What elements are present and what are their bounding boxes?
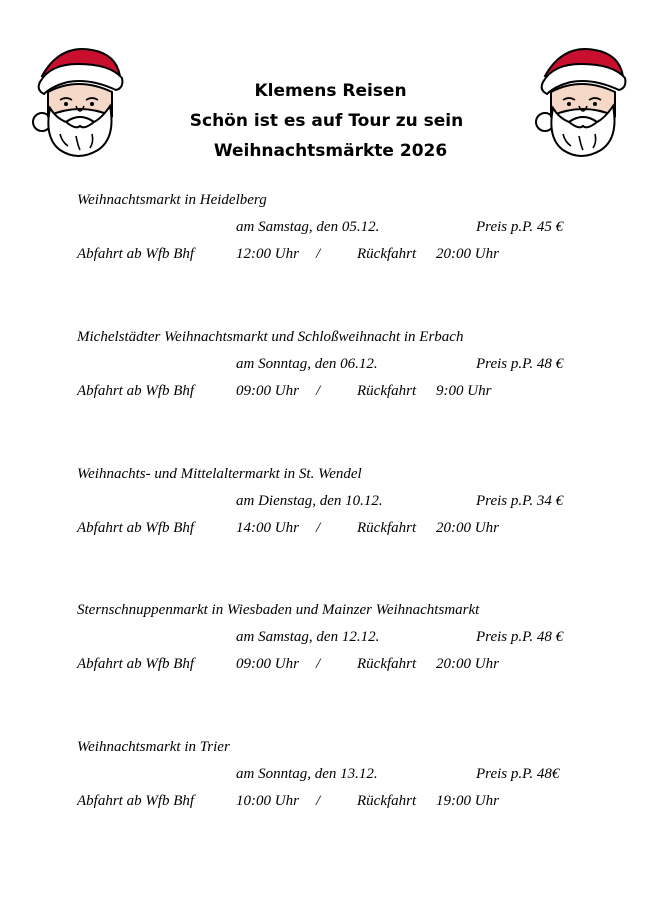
return-label: Rückfahrt bbox=[357, 520, 417, 536]
slogan: Schön ist es auf Tour zu sein bbox=[189, 111, 464, 131]
trip-entry bbox=[0, 466, 661, 546]
trip-price: Preis p.P. 48€ bbox=[476, 766, 560, 782]
departure-time: 12:00 Uhr bbox=[236, 246, 299, 262]
return-time: 20:00 Uhr bbox=[436, 246, 499, 262]
departure-label: Abfahrt ab Wfb Bhf bbox=[77, 656, 195, 672]
trip-entry bbox=[0, 192, 661, 272]
time-separator: / bbox=[316, 383, 321, 399]
time-separator: / bbox=[316, 246, 321, 262]
trip-price: Preis p.P. 48 € bbox=[476, 629, 564, 645]
departure-label: Abfahrt ab Wfb Bhf bbox=[77, 246, 195, 262]
trip-title: Sternschnuppenmarkt in Wiesbaden und Mainzer Weihnachtsmarkt bbox=[77, 602, 480, 618]
time-separator: / bbox=[316, 656, 321, 672]
departure-label: Abfahrt ab Wfb Bhf bbox=[77, 520, 195, 536]
trip-title: Weihnachts- und Mittelaltermarkt in St. Wendel bbox=[77, 466, 362, 482]
trip-title: Weihnachtsmarkt in Trier bbox=[77, 739, 230, 755]
trip-date: am Samstag, den 12.12. bbox=[236, 629, 380, 645]
return-time: 20:00 Uhr bbox=[436, 656, 499, 672]
page-title: Weihnachtsmärkte 2026 bbox=[213, 141, 448, 161]
trip-entry bbox=[0, 739, 661, 819]
return-time: 20:00 Uhr bbox=[436, 520, 499, 536]
departure-label: Abfahrt ab Wfb Bhf bbox=[77, 383, 195, 399]
departure-label: Abfahrt ab Wfb Bhf bbox=[77, 793, 195, 809]
return-time: 19:00 Uhr bbox=[436, 793, 499, 809]
trip-date: am Sonntag, den 06.12. bbox=[236, 356, 378, 372]
trip-entry bbox=[0, 329, 661, 409]
return-time: 9:00 Uhr bbox=[436, 383, 492, 399]
time-separator: / bbox=[316, 520, 321, 536]
departure-time: 14:00 Uhr bbox=[236, 520, 299, 536]
trip-date: am Dienstag, den 10.12. bbox=[236, 493, 383, 509]
company-name: Klemens Reisen bbox=[254, 81, 407, 101]
trip-entry bbox=[0, 602, 661, 682]
return-label: Rückfahrt bbox=[357, 656, 417, 672]
departure-time: 10:00 Uhr bbox=[236, 793, 299, 809]
trip-date: am Samstag, den 05.12. bbox=[236, 219, 380, 235]
time-separator: / bbox=[316, 793, 321, 809]
departure-time: 09:00 Uhr bbox=[236, 383, 299, 399]
return-label: Rückfahrt bbox=[357, 383, 417, 399]
trip-title: Weihnachtsmarkt in Heidelberg bbox=[77, 192, 267, 208]
trip-price: Preis p.P. 45 € bbox=[476, 219, 564, 235]
return-label: Rückfahrt bbox=[357, 246, 417, 262]
trip-price: Preis p.P. 48 € bbox=[476, 356, 564, 372]
page-header bbox=[0, 76, 661, 166]
trip-date: am Sonntag, den 13.12. bbox=[236, 766, 378, 782]
return-label: Rückfahrt bbox=[357, 793, 417, 809]
departure-time: 09:00 Uhr bbox=[236, 656, 299, 672]
trip-price: Preis p.P. 34 € bbox=[476, 493, 564, 509]
trip-title: Michelstädter Weihnachtsmarkt und Schloßweihnacht in Erbach bbox=[77, 329, 464, 345]
